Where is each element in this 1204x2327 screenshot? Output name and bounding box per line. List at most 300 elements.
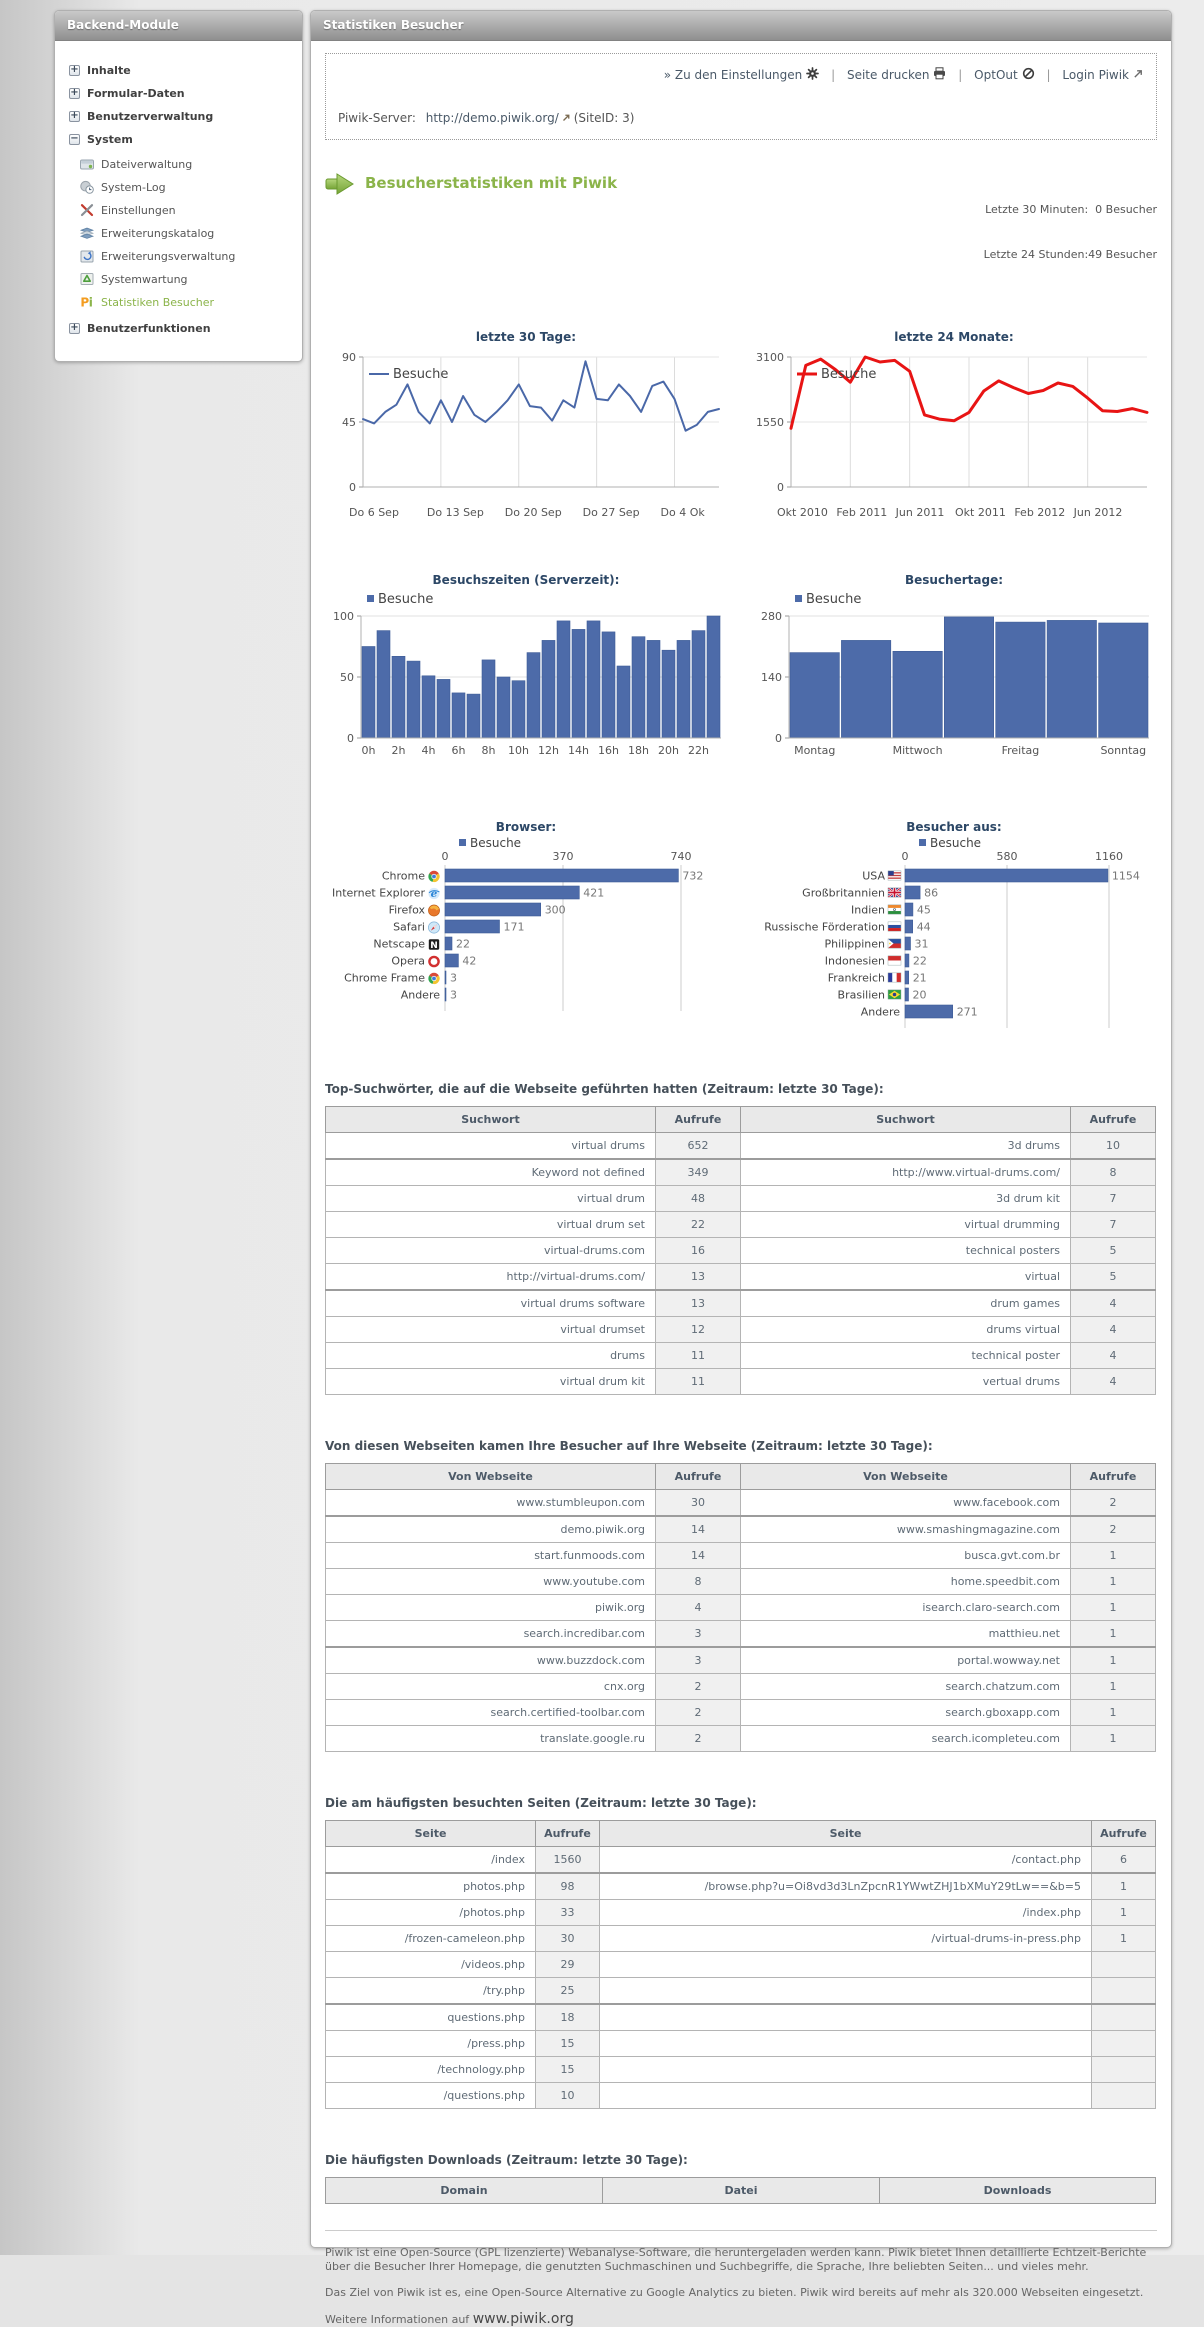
svg-text:Do 13 Sep: Do 13 Sep [426, 506, 484, 519]
table-cell: 1 [1071, 1647, 1156, 1674]
value-label: 42 [462, 954, 477, 968]
bar [647, 640, 660, 738]
svg-text:370: 370 [552, 850, 574, 863]
bar [407, 661, 420, 738]
table-cell: 1 [1092, 1900, 1156, 1926]
table-cell: 11 [656, 1343, 741, 1369]
svg-text:740: 740 [670, 850, 692, 863]
title-row [325, 172, 1157, 292]
printer-icon [933, 67, 946, 83]
table-cell: technical posters [741, 1238, 1071, 1264]
table-cell: home.speedbit.com [741, 1569, 1071, 1595]
safari-icon [428, 922, 439, 933]
sidebar-item-benutzerverwaltung[interactable] [69, 110, 288, 123]
value-label: 271 [956, 1005, 978, 1019]
table-row [326, 2083, 1156, 2109]
table-cell: 2 [656, 1726, 741, 1752]
collapse-icon[interactable]: − [70, 133, 79, 144]
bar [452, 693, 465, 738]
bar [437, 679, 450, 738]
bar [467, 694, 480, 738]
piwik-server-link[interactable]: http://demo.piwik.org/ [425, 111, 559, 125]
bar [445, 954, 458, 967]
category-label: Chrome Frame [344, 971, 425, 985]
column-header: Aufrufe [1092, 1821, 1156, 1847]
stats-30min: Letzte 30 Minuten: 0 Besucher [985, 203, 1157, 216]
table-cell: drums virtual [741, 1317, 1071, 1343]
catalog-icon [79, 225, 95, 241]
category-label: Netscape [373, 937, 425, 951]
table-header-row [326, 2178, 1156, 2204]
sidebar-item-label: Formular-Daten [87, 87, 185, 100]
sidebar-item-systemwartung[interactable] [79, 271, 290, 287]
piwik-icon [79, 294, 95, 310]
bar [572, 629, 585, 738]
table-cell: 3 [656, 1647, 741, 1674]
settings-link[interactable]: » Zu den Einstellungen [663, 68, 803, 82]
table-cell: search.icompleteu.com [741, 1726, 1071, 1752]
hbar-chart-canvas [327, 837, 725, 1017]
column-header: Suchwort [741, 1107, 1071, 1133]
svg-text:Jun 2011: Jun 2011 [895, 506, 945, 519]
ie-icon [428, 888, 439, 900]
table-cell: search.chatzum.com [741, 1674, 1071, 1700]
report-title: Die am häufigsten besuchten Seiten (Zeitraum: letzte 30 Tage): [325, 1796, 757, 1810]
report-title: Von diesen Webseiten kamen Ihre Besucher auf Ihre Webseite (Zeitraum: letzte 30 Tage): [325, 1439, 933, 1453]
sidebar-item-label: System [87, 133, 133, 146]
table-cell: www.youtube.com [326, 1569, 656, 1595]
table-row [326, 1264, 1156, 1291]
table-cell: 1 [1071, 1726, 1156, 1752]
legend-label: Besuche [470, 836, 522, 850]
table-cell [600, 1952, 1092, 1978]
footer-paragraph: Das Ziel von Piwik ist es, eine Open-Source Alternative zu Google Analytics zu bieten. Piwik wird bereits auf mehr als 320.000 Webseiten eingesetzt. [325, 2286, 1144, 2299]
table-cell: 10 [536, 2083, 600, 2109]
svg-text:Okt 2010: Okt 2010 [777, 506, 828, 519]
legend-label: Besuche [930, 836, 982, 850]
table-cell: /press.php [326, 2031, 536, 2057]
flag-fr-icon [888, 973, 901, 982]
bar [707, 616, 720, 738]
table-header-row [326, 1821, 1156, 1847]
chart-browser: Browser: 0 370 740 Besuche Chrome 732 Internet Explorer e 421 Firefox 300 Safari 171 Netscape N 22 Opera 42 Chrome Frame 3 Andere 3 [327, 820, 725, 1038]
seiten-table [325, 1820, 1156, 2109]
table-cell: 15 [536, 2031, 600, 2057]
table-row [326, 1647, 1156, 1674]
table-row [326, 1317, 1156, 1343]
svg-text:50: 50 [340, 671, 354, 684]
table-cell: www.buzzdock.com [326, 1647, 656, 1674]
svg-text:580: 580 [996, 850, 1018, 863]
svg-text:Do 4 Ok: Do 4 Ok [660, 506, 705, 519]
value-label: 21 [912, 971, 927, 985]
table-row [326, 1516, 1156, 1543]
sidebar-item-label: Inhalte [87, 64, 131, 77]
piwik-org-link[interactable]: www.piwik.org [472, 2311, 574, 2327]
svg-text:2h: 2h [391, 744, 406, 757]
table-cell: photos.php [326, 1873, 536, 1900]
bar [662, 650, 675, 738]
table-cell: 4 [1071, 1369, 1156, 1395]
bar [905, 937, 911, 950]
svg-text:P: P [80, 295, 90, 310]
bar [497, 677, 510, 738]
table-cell: virtual-drums.com [326, 1238, 656, 1264]
svg-text:3100: 3100 [756, 351, 784, 364]
opera-icon [429, 957, 438, 966]
table-cell: portal.wowway.net [741, 1647, 1071, 1674]
table-cell [1092, 2057, 1156, 2083]
external-link-icon [562, 111, 571, 125]
table-cell [1092, 2031, 1156, 2057]
chromeframe-icon [428, 973, 439, 984]
bar [905, 954, 909, 967]
category-label: Chrome [381, 869, 425, 883]
info-box [325, 53, 1157, 140]
table-cell: 1 [1071, 1674, 1156, 1700]
table-cell: 5 [1071, 1264, 1156, 1291]
report-top-suchwoerter [325, 1082, 1157, 1395]
table-cell [600, 2057, 1092, 2083]
table-cell [600, 2004, 1092, 2031]
svg-text:0: 0 [777, 481, 784, 494]
table-row [326, 1490, 1156, 1517]
table-cell: http://virtual-drums.com/ [326, 1264, 656, 1291]
category-label: Andere [860, 1005, 900, 1019]
chart-besuchertage: Besuchertage: 0 140 280 Montag Mittwoch Freitag Sonntag Besuche [755, 573, 1153, 770]
sidebar-item-label: System-Log [101, 180, 166, 194]
line-chart-canvas [755, 347, 1153, 519]
sidebar-submenu [79, 156, 290, 310]
legend-label: Besuche [393, 367, 449, 382]
table-cell [1092, 2004, 1156, 2031]
svg-text:0h: 0h [361, 744, 376, 757]
sidebar-item-formular-daten[interactable] [69, 87, 288, 100]
table-cell: virtual drum [326, 1186, 656, 1212]
svg-text:1160: 1160 [1095, 850, 1123, 863]
bar [905, 920, 913, 933]
svg-text:0: 0 [775, 732, 782, 745]
value-label: 421 [583, 886, 605, 900]
table-cell: /technology.php [326, 2057, 536, 2083]
toolbar [338, 67, 1144, 83]
bar [893, 651, 942, 738]
table-cell: translate.google.ru [326, 1726, 656, 1752]
svg-text:Okt 2011: Okt 2011 [955, 506, 1006, 519]
table-cell: technical poster [741, 1343, 1071, 1369]
svg-text:i: i [88, 295, 93, 310]
svg-text:Do 6 Sep: Do 6 Sep [349, 506, 399, 519]
table-cell: virtual drumset [326, 1317, 656, 1343]
table-row [326, 1133, 1156, 1160]
sidebar-item-erweiterungskatalog[interactable] [79, 225, 290, 241]
table-cell: 1 [1071, 1543, 1156, 1569]
category-label: USA [862, 869, 885, 883]
separator: | [958, 68, 963, 82]
report-title: Die häufigsten Downloads (Zeitraum: letzte 30 Tage): [325, 2153, 688, 2167]
value-label: 22 [456, 937, 470, 951]
table-row [326, 1569, 1156, 1595]
chart-letzte-24-monate: letzte 24 Monate: Okt 2010 Feb 2011 Jun 2011 Okt 2011 Feb 2012 Jun 2012 0 1550 3100 Besuche [755, 330, 1153, 523]
print-link[interactable]: Seite drucken [846, 68, 930, 82]
table-cell: drums [326, 1343, 656, 1369]
table-cell [1092, 1978, 1156, 2005]
column-header: Suchwort [326, 1107, 656, 1133]
report-title: Top-Suchwörter, die auf die Webseite geführten hatten (Zeitraum: letzte 30 Tage): [325, 1082, 884, 1096]
package-icon [79, 248, 95, 264]
svg-text:140: 140 [761, 671, 782, 684]
expand-icon[interactable]: + [70, 64, 79, 75]
value-label: 300 [544, 903, 566, 917]
table-cell: /photos.php [326, 1900, 536, 1926]
category-label: Internet Explorer [332, 886, 425, 900]
table-cell: 1 [1071, 1700, 1156, 1726]
table-cell: 5 [1071, 1238, 1156, 1264]
flag-us-icon [888, 871, 901, 880]
svg-text:6h: 6h [451, 744, 466, 757]
table-cell: 29 [536, 1952, 600, 1978]
bar [1099, 623, 1148, 738]
optout-link[interactable]: OptOut [974, 68, 1018, 82]
svg-text:90: 90 [342, 351, 356, 364]
bar [602, 632, 615, 738]
sidebar-item-system-log[interactable] [79, 179, 290, 195]
table-cell: demo.piwik.org [326, 1516, 656, 1543]
table-cell: 33 [536, 1900, 600, 1926]
table-cell: 2 [1071, 1516, 1156, 1543]
table-cell: 1 [1071, 1621, 1156, 1648]
table-cell: virtual drums software [326, 1290, 656, 1317]
value-label: 732 [682, 869, 704, 883]
table-cell: matthieu.net [741, 1621, 1071, 1648]
report-seiten [325, 1796, 1157, 2109]
table-row [326, 1873, 1156, 1900]
bar [422, 676, 435, 738]
footer-paragraph: Weitere Informationen auf www.piwik.org [325, 2311, 574, 2327]
sidebar-item-label: Dateiverwaltung [101, 157, 193, 171]
page-title: Besucherstatistiken mit Piwik [365, 174, 618, 192]
table-row [326, 1186, 1156, 1212]
value-label: 44 [916, 920, 931, 934]
svg-text:1550: 1550 [756, 416, 784, 429]
table-row [326, 1847, 1156, 1874]
table-row [326, 1543, 1156, 1569]
sidebar-item-einstellungen[interactable] [79, 202, 290, 218]
suchwoerter-table [325, 1106, 1156, 1395]
table-cell: 7 [1071, 1212, 1156, 1238]
bar [445, 903, 541, 916]
bar [587, 621, 600, 738]
report-downloads [325, 2153, 1157, 2204]
category-label: Philippinen [824, 937, 885, 951]
chrome-icon [428, 871, 439, 882]
site-id: (SiteID: 3) [573, 111, 635, 125]
bar [790, 653, 839, 738]
svg-text:Jun 2012: Jun 2012 [1073, 506, 1123, 519]
expand-icon[interactable]: + [70, 322, 79, 333]
category-label: Firefox [388, 903, 425, 917]
table-cell: 6 [1092, 1847, 1156, 1874]
bar [692, 631, 705, 738]
svg-text:Feb 2011: Feb 2011 [836, 506, 888, 519]
table-row [326, 1369, 1156, 1395]
table-cell: 11 [656, 1369, 741, 1395]
value-label: 1154 [1111, 869, 1140, 883]
svg-text:18h: 18h [628, 744, 649, 757]
svg-text:100: 100 [333, 610, 354, 623]
table-header-row [326, 1464, 1156, 1490]
sidebar-item-inhalte[interactable] [69, 64, 288, 77]
category-label: Frankreich [827, 971, 885, 985]
table-cell: 10 [1071, 1133, 1156, 1160]
separator: | [1046, 68, 1051, 82]
svg-text:22h: 22h [688, 744, 709, 757]
flag-id-icon [888, 956, 901, 965]
table-row [326, 1212, 1156, 1238]
table-cell: 7 [1071, 1186, 1156, 1212]
table-cell: 1 [1092, 1926, 1156, 1952]
sidebar-item-statistiken-besucher[interactable] [79, 294, 290, 310]
table-cell: http://www.virtual-drums.com/ [741, 1159, 1071, 1186]
category-label: Safari [393, 920, 425, 934]
svg-text:45: 45 [342, 416, 356, 429]
svg-text:0: 0 [347, 732, 354, 745]
svg-text:Sonntag: Sonntag [1100, 744, 1147, 757]
bar [905, 869, 1108, 882]
table-cell [1092, 2083, 1156, 2109]
table-cell: 2 [1071, 1490, 1156, 1517]
table-cell: Keyword not defined [326, 1159, 656, 1186]
table-cell: 4 [656, 1595, 741, 1621]
files-icon [79, 156, 95, 172]
downloads-table [325, 2177, 1156, 2204]
gear-icon [806, 67, 819, 83]
sidebar-item-benutzerfunktionen[interactable] [69, 322, 288, 335]
value-label: 171 [503, 920, 525, 934]
table-cell: www.facebook.com [741, 1490, 1071, 1517]
svg-text:e: e [430, 888, 438, 901]
svg-text:12h: 12h [538, 744, 559, 757]
bar [1047, 620, 1096, 738]
sidebar [54, 10, 303, 362]
table-cell: /contact.php [600, 1847, 1092, 1874]
table-cell: 1 [1071, 1595, 1156, 1621]
sidebar-nav [55, 41, 302, 361]
page-header: Statistiken Besucher [311, 11, 1171, 41]
table-row [326, 1674, 1156, 1700]
page-footer [325, 2230, 1157, 2327]
table-row [326, 1159, 1156, 1186]
bar [905, 886, 920, 899]
table-cell: 2 [656, 1674, 741, 1700]
table-cell: questions.php [326, 2004, 536, 2031]
category-label: Russische Förderation [764, 920, 885, 934]
table-cell: 349 [656, 1159, 741, 1186]
bar [632, 637, 645, 738]
flag-ph-icon [888, 939, 901, 948]
table-cell: 1560 [536, 1847, 600, 1874]
table-cell: 30 [656, 1490, 741, 1517]
server-label: Piwik-Server: [338, 111, 416, 125]
sidebar-item-label: Erweiterungskatalog [101, 226, 215, 240]
table-cell [1092, 1952, 1156, 1978]
table-cell: 30 [536, 1926, 600, 1952]
table-cell: search.incredibar.com [326, 1621, 656, 1648]
column-header: Datei [603, 2178, 880, 2204]
table-cell: 4 [1071, 1317, 1156, 1343]
table-cell: 4 [1071, 1290, 1156, 1317]
svg-text:8h: 8h [481, 744, 496, 757]
footer-paragraph: Piwik ist eine Open-Source (GPL lizenzierte) Webanalyse-Software, die heruntergeladen werden kann. Piwik bietet Ihnen detaillierte Echtzeit-Berichte über die Besucher Ihrer Homepage, die genutzten Suchmaschinen und Suchbegriffe, die Sprache, Ihre beliebten Seiten... und vieles mehr. [325, 2246, 1147, 2273]
table-cell: busca.gvt.com.br [741, 1543, 1071, 1569]
table-cell: 8 [656, 1569, 741, 1595]
table-cell [600, 1978, 1092, 2005]
svg-text:Montag: Montag [794, 744, 836, 757]
table-cell: 18 [536, 2004, 600, 2031]
table-cell: 15 [536, 2057, 600, 2083]
table-cell: isearch.claro-search.com [741, 1595, 1071, 1621]
column-header: Aufrufe [536, 1821, 600, 1847]
column-header: Seite [326, 1821, 536, 1847]
main-panel [310, 10, 1172, 2327]
table-cell: virtual drum kit [326, 1369, 656, 1395]
table-cell: vertual drums [741, 1369, 1071, 1395]
table-row [326, 1238, 1156, 1264]
table-cell: www.smashingmagazine.com [741, 1516, 1071, 1543]
table-row [326, 2004, 1156, 2031]
table-cell: /try.php [326, 1978, 536, 2005]
svg-text:N: N [430, 940, 438, 951]
table-cell: 3d drum kit [741, 1186, 1071, 1212]
table-cell: 1 [1071, 1569, 1156, 1595]
category-label: Indien [851, 903, 885, 917]
flag-br-icon [888, 990, 901, 999]
table-row [326, 1726, 1156, 1752]
table-cell: 14 [656, 1516, 741, 1543]
category-label: Opera [391, 954, 425, 968]
bar [392, 656, 405, 738]
table-cell: 13 [656, 1290, 741, 1317]
sidebar-item-label: Einstellungen [101, 203, 176, 217]
bar [512, 681, 525, 738]
expand-icon[interactable]: + [70, 110, 79, 121]
table-cell: piwik.org [326, 1595, 656, 1621]
table-cell: 8 [1071, 1159, 1156, 1186]
line-chart-canvas [327, 347, 725, 519]
table-row [326, 1900, 1156, 1926]
table-cell: 25 [536, 1978, 600, 2005]
table-row [326, 1978, 1156, 2005]
sidebar-item-dateiverwaltung[interactable] [79, 156, 290, 172]
sidebar-item-system[interactable] [69, 133, 288, 146]
svg-text:10h: 10h [508, 744, 529, 757]
table-cell: 16 [656, 1238, 741, 1264]
svg-text:Freitag: Freitag [1001, 744, 1040, 757]
bar [445, 971, 446, 984]
svg-text:Feb 2012: Feb 2012 [1014, 506, 1066, 519]
bar [445, 920, 500, 933]
bar [905, 903, 913, 916]
bar [377, 631, 390, 738]
bar [482, 660, 495, 738]
login-piwik-link[interactable]: Login Piwik [1062, 68, 1129, 82]
table-row [326, 1700, 1156, 1726]
separator: | [831, 68, 836, 82]
expand-icon[interactable]: + [70, 87, 79, 98]
sidebar-item-erweiterungsverwaltung[interactable] [79, 248, 290, 264]
table-cell: start.funmoods.com [326, 1543, 656, 1569]
chart-besuchszeiten: Besuchszeiten (Serverzeit): 0 50 100 0h 2h 4h 6h 8h 10h 12h 14h 16h 18h 20h 22h Besuche [327, 573, 725, 770]
